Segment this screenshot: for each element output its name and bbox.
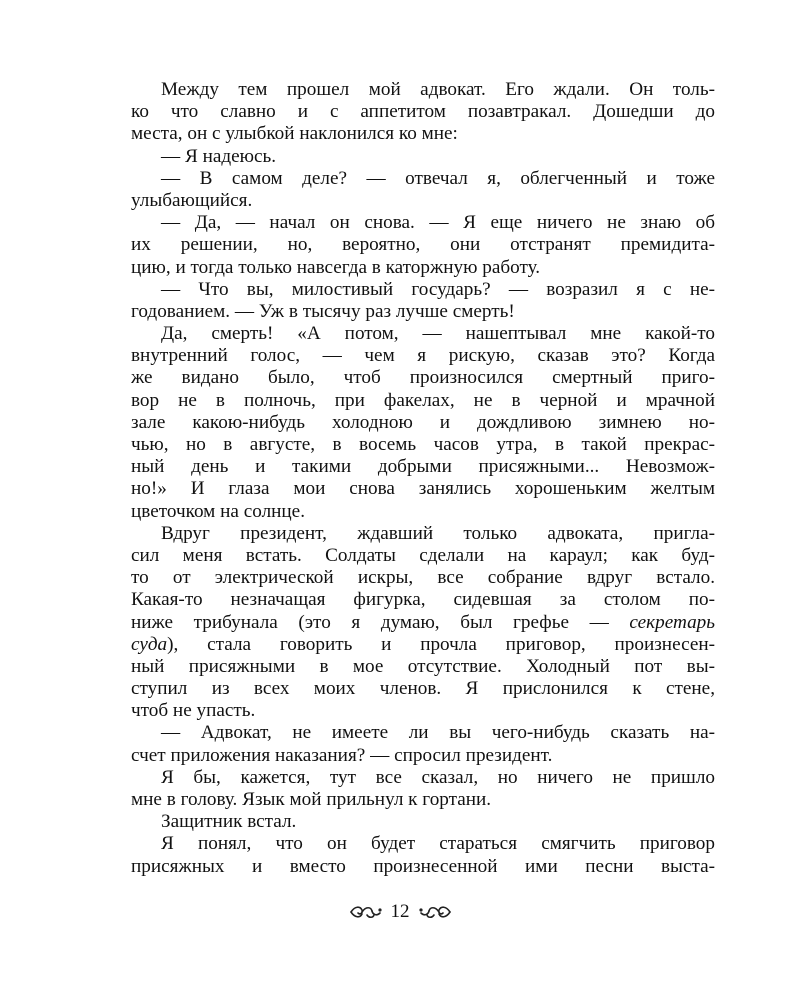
text-line [131, 612, 715, 634]
text-line: чью, но в августе, в восемь часов утра, в такой прекрас- [131, 434, 715, 455]
text-line: ступил из всех моих членов. Я прислонился к стене, [131, 678, 715, 700]
italic-term: суда [131, 633, 168, 655]
text-line: ный день и такими добрыми присяжными... Невозмож- [131, 456, 715, 478]
text-line: Какая-то незначащая фигурка, сидевшая за столом по- [131, 589, 715, 611]
text-line: — Что вы, милостивый государь? — возразил я с не- [161, 278, 715, 300]
text-line: сил меня встать. Солдаты сделали на караул; как буд- [131, 544, 715, 566]
text-line: Между тем прошел мой адвокат. Его ждали. Он толь- [161, 79, 715, 100]
text-line: цию, и тогда только навсегда в каторжную работу. [131, 256, 541, 278]
text-line [131, 634, 715, 656]
text-line: же видано было, чтоб произносился смертный приго- [131, 367, 715, 389]
text-line: — Адвокат, не имеете ли вы чего-нибудь сказать на- [161, 722, 715, 744]
text-line: Вдруг президент, ждавший только адвоката, пригла- [161, 522, 715, 544]
text-line: вор не в полночь, при факелах, не в черной и мрачной [131, 389, 715, 411]
text-line: улыбающийся. [131, 189, 253, 211]
text-line: мне в голову. Язык мой прильнул к гортани. [131, 789, 492, 810]
text-line: их решении, но, вероятно, они отстранят премидита- [131, 234, 715, 256]
right-ornament-icon [418, 903, 452, 921]
text-segment: ниже трибунала (это я думаю, был грефье — [131, 611, 609, 633]
text-line: счет приложения наказания? — спросил президент. [131, 744, 553, 766]
text-line: — Да, — начал он снова. — Я еще ничего не знаю об [161, 212, 715, 234]
text-line: Да, смерть! «А потом, — нашептывал мне какой-то [161, 323, 715, 345]
text-line: Я бы, кажется, тут все сказал, но ничего не пришло [161, 766, 715, 788]
text-line: — Я надеюсь. [161, 145, 277, 167]
text-line: ко что славно и с аппетитом позавтракал. Дошедши до [131, 101, 715, 123]
text-line: места, он с улыбкой наклонился ко мне: [131, 123, 458, 145]
text-line: Я понял, что он будет стараться смягчить приговор [161, 833, 715, 855]
text-line: годованием. — Уж в тысячу раз лучше смерть! [131, 300, 515, 322]
text-line: — В самом деле? — отвечал я, облегченный и тоже [161, 167, 715, 189]
text-line: ный присяжными в мое отсутствие. Холодный пот вы- [131, 655, 715, 677]
text-line: Защитник встал. [161, 811, 297, 833]
body-text [131, 79, 715, 878]
text-line: цветочком на солнце. [131, 500, 305, 522]
text-line: но!» И глаза мои снова занялись хорошеньким желтым [131, 478, 715, 500]
italic-term: секретарь [629, 611, 715, 633]
text-line: зале какою-нибудь холодною и дождливою зимнею но- [131, 411, 715, 433]
text-segment: ), стала говорить и прочла приговор, произнесен- [167, 633, 715, 655]
page-footer [0, 897, 800, 927]
text-line: чтоб не упасть. [131, 700, 256, 722]
text-line: то от электрической искры, все собрание вдруг встало. [131, 567, 715, 589]
page-number: 12 [390, 901, 410, 922]
text-line: внутренний голос, — чем я рискую, сказав это? Когда [131, 345, 715, 367]
left-ornament-icon [349, 903, 383, 921]
text-line: присяжных и вместо произнесенной ими песни выста- [131, 855, 715, 877]
